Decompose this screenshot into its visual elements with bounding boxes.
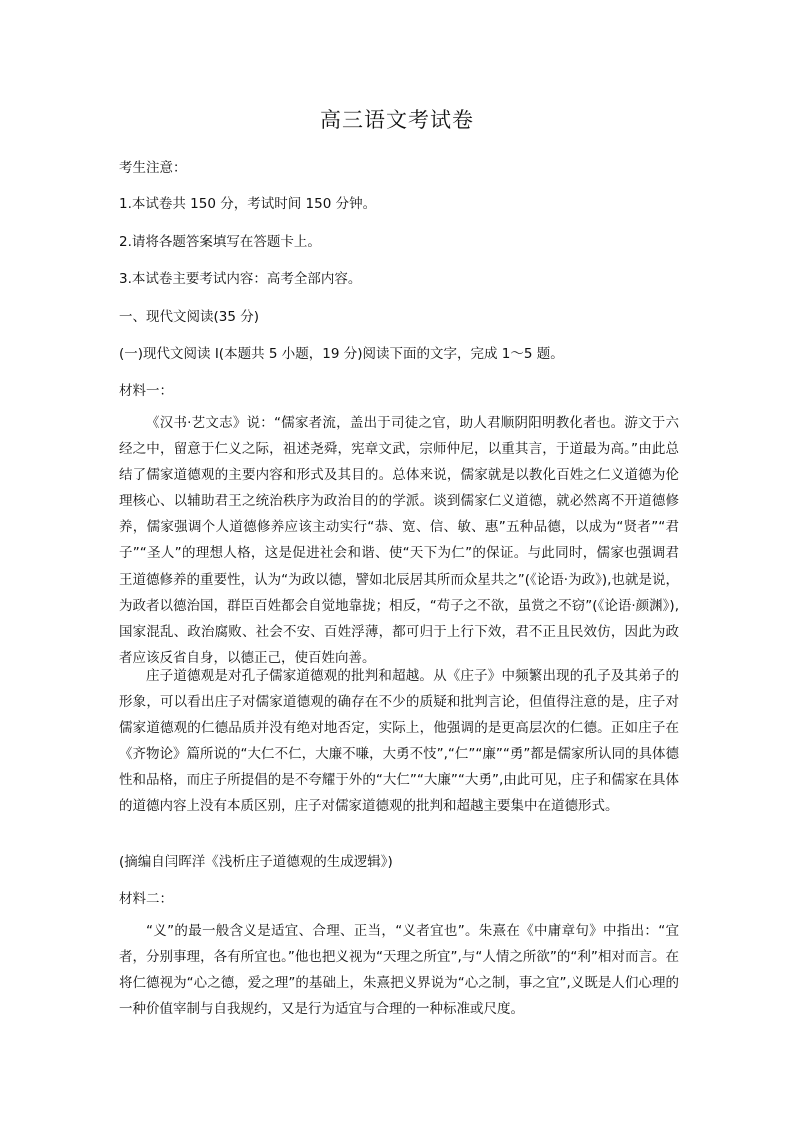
material-paragraph: 《汉书·艺文志》说：“儒家者流，盖出于司徒之官，助人君顺阴阳明教化者也。游文于六经之中，留意于仁义之际，祖述尧舜，宪章文武，宗师仲尼，以重其言，于道最为高。”由此总结了儒家道德观的主要内容和形式及其目的。总体来说，儒家就是以教化百姓之仁义道德为伦理核心、以辅助君王之统治秩序为政治目的的学派。谈到儒家仁义道德，就必然离不开道德修养，儒家强调个人道德修养应该主动实行“恭、宽、信、敏、惠”五种品德，以成为“贤者”“君子”“圣人”的理想人格，这是促进社会和谐、使“天下为仁”的保证。与此同时，儒家也强调君王道德修养的重要性，认为“为政以德，譬如北辰居其所而众星共之”(《论语·为政》),也就是说，为政者以德治国，群臣百姓都会自觉地靠拢；相反，“苟子之不欲，虽赏之不窃”(《论语·颜渊》),国家混乱、政治腐败、社会不安、百姓浮薄，都可归于上行下效，君不正且民效仿，因此为政者应该反省自身，以德正己，使百姓向善。: [119, 415, 679, 666]
section-instruction: (一)现代文阅读 I(本题共 5 小题，19 分)阅读下面的文字，完成 1～5 题。: [119, 346, 564, 362]
notice-heading: 考生注意：: [119, 160, 187, 176]
material-paragraph: 庄子道德观是对孔子儒家道德观的批判和超越。从《庄子》中频繁出现的孔子及其弟子的形象，可以看出庄子对儒家道德观的确存在不少的质疑和批判言论，但值得注意的是，庄子对儒家道德观的仁德品质并没有绝对地否定，实际上，他强调的是更高层次的仁德。正如庄子在《齐物论》篇所说的“大仁不仁，大廉不嗛，大勇不忮”,“仁”“廉”“勇”都是儒家所认同的具体德性和品格，而庄子所提倡的是不夸耀于外的“大仁”“大廉”“大勇”,由此可见，庄子和儒家在具体的道德内容上没有本质区别，庄子对儒家道德观的批判和超越主要集中在道德形式。: [119, 668, 679, 815]
material-source: (摘编自闫晖洋《浅析庄子道德观的生成逻辑》): [119, 854, 393, 870]
section-heading: 一、现代文阅读(35 分): [119, 309, 260, 325]
notice-item-3: 3.本试卷主要考试内容：高考全部内容。: [119, 271, 362, 287]
material-label: 材料二：: [119, 891, 173, 907]
material-label: 材料一：: [119, 383, 173, 399]
notice-item-1: 1.本试卷共 150 分，考试时间 150 分钟。: [119, 196, 377, 212]
material-paragraph: “义”的最一般含义是适宜、合理、正当，“义者宜也”。朱熹在《中庸章句》中指出：“宜者，分别事理，各有所宜也。”他也把义视为“天理之所宜”,与“人情之所欲”的“利”相对而言。在将仁德视为“心之德，爱之理”的基础上，朱熹把义界说为“心之制，事之宜”,义既是人们心理的一种价值宰制与自我规约，又是行为适宜与合理的一种标准或尺度。: [119, 923, 679, 1018]
page-title: 高三语文考试卷: [320, 108, 474, 132]
notice-item-2: 2.请将各题答案填写在答题卡上。: [119, 234, 321, 250]
